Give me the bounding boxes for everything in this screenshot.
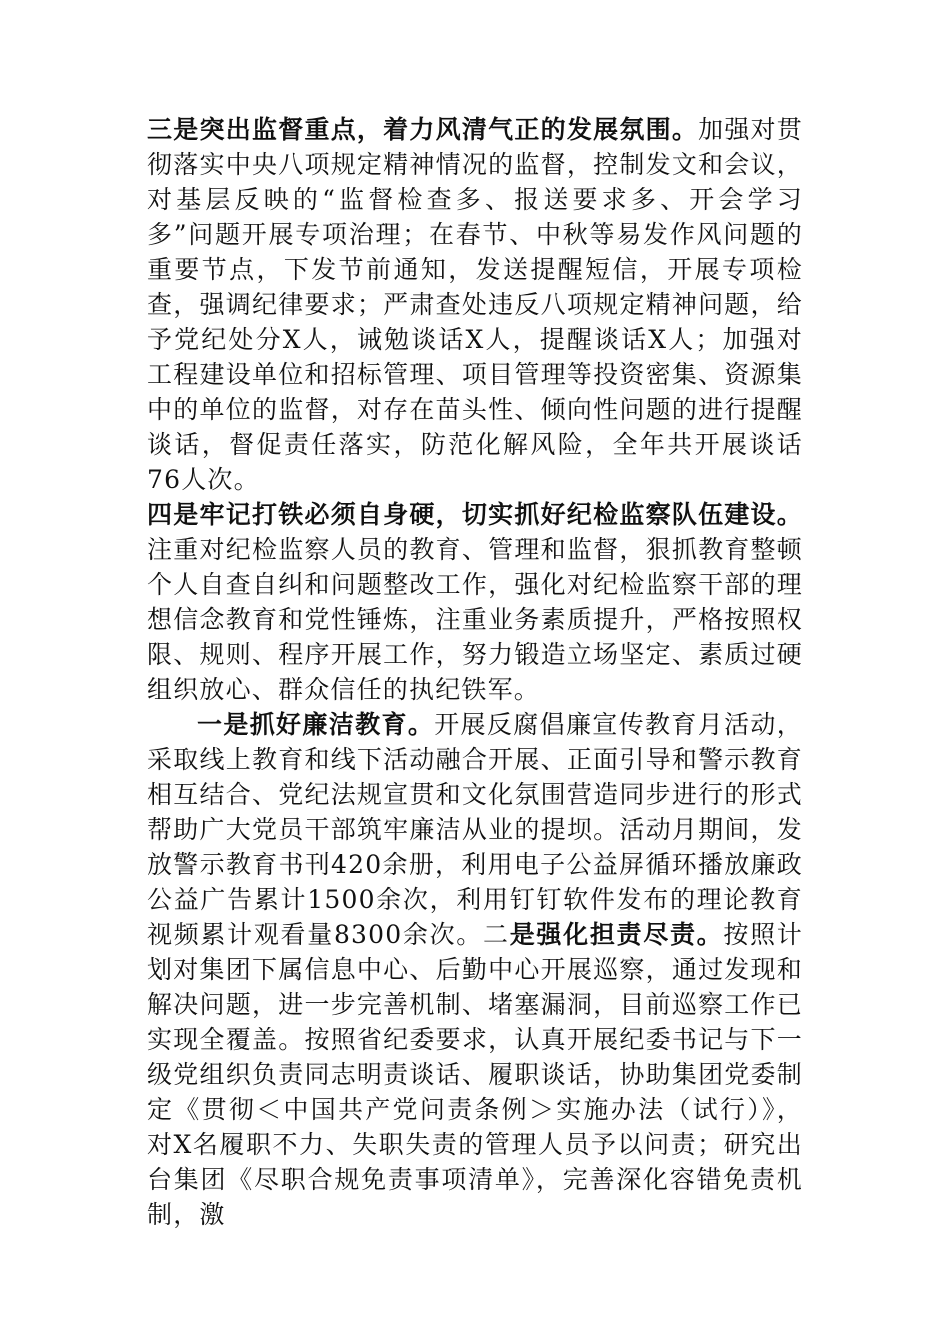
- paragraph-education: [147, 707, 803, 1232]
- paragraph-lead: 一是抓好廉洁教育。: [197, 710, 435, 739]
- paragraph-lead: 四是牢记打铁必须自身硬，切实抓好纪检监察队伍建设。: [147, 500, 803, 529]
- paragraph-body: 开展反腐倡廉宣传教育月活动，采取线上教育和线下活动融合开展、正面引导和警示教育相互结合、党纪法规宣贯和文化氛围营造同步进行的形式帮助广大党员干部筑牢廉洁从业的提坝。活动月期间，发放警示教育书刊420余册，利用电子公益屏循环播放廉政公益广告累计1500余次，利用钉钉软件发布的理论教育视频累计观看量8300余次。二: [147, 710, 803, 949]
- paragraph-body: 注重对纪检监察人员的教育、管理和监督，狠抓教育整顿个人自查自纠和问题整改工作，强化对纪检监察干部的理想信念教育和党性锤炼，注重业务素质提升，严格按照权限、规则、程序开展工作，努力锻造立场坚定、素质过硬组织放心、群众信任的执纪铁军。: [147, 535, 803, 704]
- paragraph-supervision: [147, 112, 803, 497]
- paragraph-lead: 三是突出监督重点，着力风清气正的发展氛围。: [147, 115, 699, 144]
- paragraph-team-building: [147, 497, 803, 707]
- document-page: [147, 112, 803, 1232]
- paragraph-body-2: 按照计划对集团下属信息中心、后勤中心开展巡察，通过发现和解决问题，进一步完善机制、堵塞漏洞，目前巡察工作已实现全覆盖。按照省纪委要求，认真开展纪委书记与下一级党组织负责同志明责谈话、履职谈话，协助集团党委制定《贯彻＜中国共产党问责条例＞实施办法（试行）》，对X名履职不力、失职失责的管理人员予以问责；研究出台集团《尽职合规免责事项清单》，完善深化容错免责机制，激: [147, 920, 804, 1229]
- paragraph-lead-2: 是强化担责尽责。: [509, 920, 724, 949]
- paragraph-body: 加强对贯彻落实中央八项规定精神情况的监督，控制发文和会议，对基层反映的“监督检查多、报送要求多、开会学习多”问题开展专项治理；在春节、中秋等易发作风问题的重要节点，下发节前通知，发送提醒短信，开展专项检查，强调纪律要求；严肃查处违反八项规定精神问题，给予党纪处分X人，诫勉谈话X人，提醒谈话X人；加强对工程建设单位和招标管理、项目管理等投资密集、资源集中的单位的监督，对存在苗头性、倾向性问题的进行提醒谈话，督促责任落实，防范化解风险，全年共开展谈话76人次。: [147, 115, 804, 494]
